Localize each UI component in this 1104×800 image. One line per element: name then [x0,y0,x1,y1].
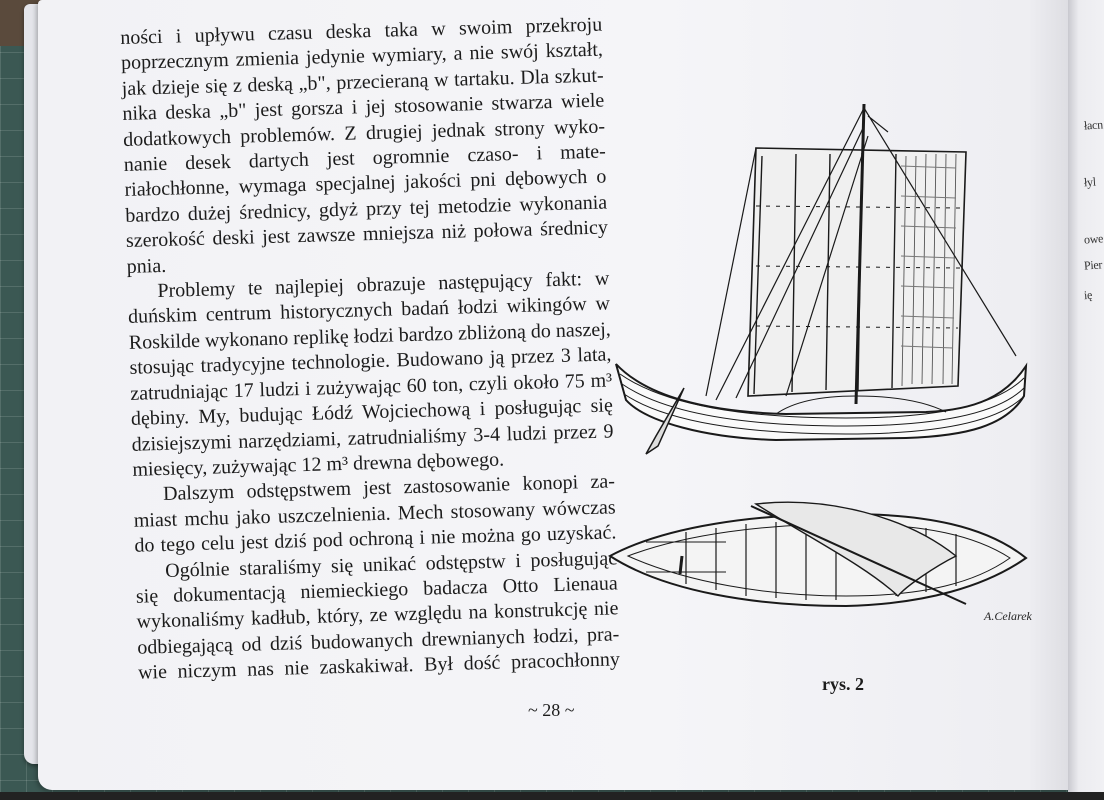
text-line: stosując tradycyjne technologie. Budowano ją przez 3 lata, [129,343,612,380]
text-line: ności i upływu czasu deska taka w swoim przekroju [120,13,603,49]
text-line: odbiegającą od dziś budowanych drewnianych łodzi, pra- [137,623,620,659]
boat-illustration [606,96,1046,636]
text-line: wie niczym nas nie zaskakiwał. Był dość pracochłonny [137,648,621,684]
text-line: Dalszym odstępstwem jest zastosowanie konopi za- [162,470,616,506]
text-line: miast mchu jako uszczelnienia. Mech stosowany wówczas [133,496,616,532]
text-line: Problemy te najlepiej obrazuje następujący fakt: w [157,267,610,303]
figure-caption: rys. 2 [822,674,864,694]
text-line: duńskim centrum historycznych badań łodzi wikingów w [127,292,611,329]
text-line: nika deska „b" jest gorsza i jej stosowanie stwarza wiele [122,89,605,126]
facing-page-edge: łacn łyl owe Pier ię [1068,0,1104,800]
bottom-edge [0,792,1104,800]
page-number: ~ 28 ~ [528,700,575,720]
text-line: miesięcy, zużywając 12 m³ drewna dębowego. [132,448,505,481]
text-line: do tego celu jest dziś pod ochroną i nie można go uzyskać. [134,521,617,557]
text-line: dębiny. My, budując Łódź Wojciechową i posługując się [130,394,614,430]
text-line: Roskilde wykonano replikę łodzi bardzo zbliżoną do naszej, [128,318,612,354]
text-line: dodatkowych problemów. Z drugiej jednak strony wyko- [122,115,606,151]
boat-top-view [610,502,1026,606]
text-line: Ogólnie staraliśmy się unikać odstępstw i posługując [164,546,618,582]
body-text [120,13,620,687]
text-line: jak dzieje się z deską „b", przecieraną w tartaku. Dla szkut- [121,64,604,100]
text-line: bardzo dużej średnicy, gdyż przy tej metodzie wykonania [124,191,608,227]
text-line: riałochłonne, wymaga specjalnej jakości pni dębowych o [124,165,607,202]
artist-signature: A.Celarek [984,609,1032,623]
text-line: się dokumentacją niemieckiego badacza Otto Lienaua [135,572,619,608]
text-line: pnia. [126,254,167,278]
text-line: nanie desek dartych jest ogromnie czaso- i mate- [123,140,607,176]
text-line: wykonaliśmy kadłub, który, ze względu na konstrukcję nie [136,597,619,634]
text-line: szerokość deski jest zawsze mniejsza niż połowa średnicy [125,216,609,253]
boat-side-view [616,104,1026,454]
text-line: zatrudniając 17 ludzi i zużywając 60 ton, czyli około 75 m³ [129,369,613,405]
text-line: dzisiejszymi narzędziami, zatrudnialiśmy 3-4 ludzi przez 9 [131,419,614,456]
text-line: poprzecznym zmienia jedynie wymiary, a nie swój kształt, [120,38,604,75]
